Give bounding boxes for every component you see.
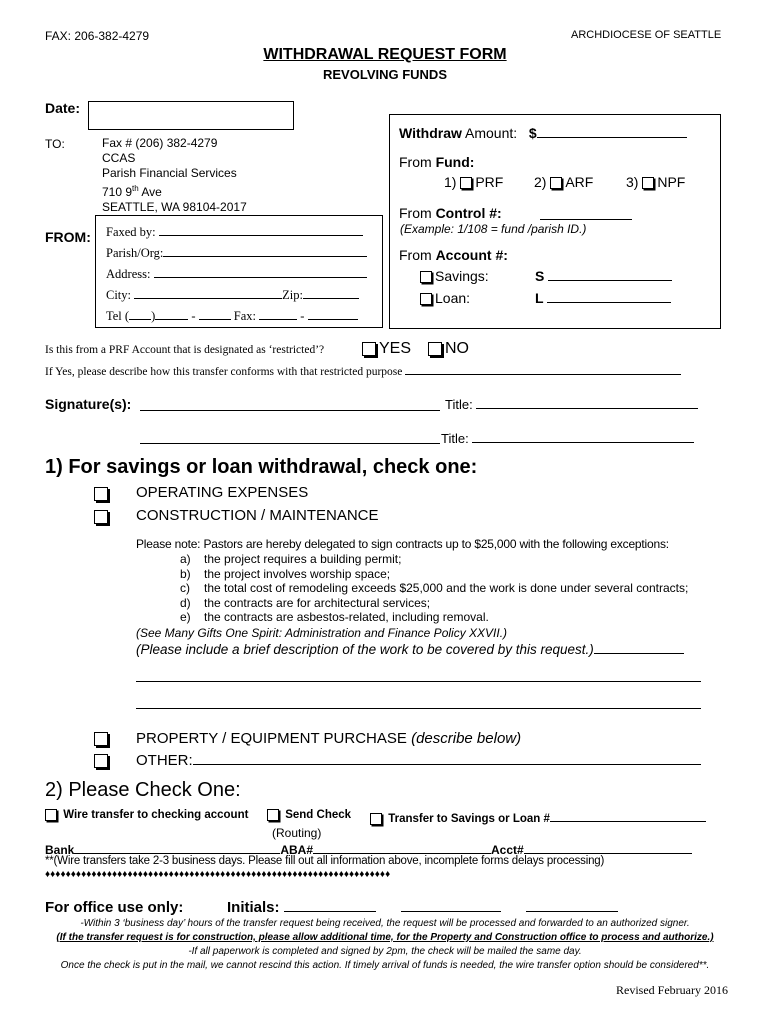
initials-field-1[interactable] — [284, 899, 376, 912]
org-name: ARCHDIOCESE OF SEATTLE — [571, 29, 722, 41]
no-checkbox[interactable] — [428, 342, 442, 356]
construction-checkbox[interactable] — [94, 510, 108, 524]
fax-number: FAX: 206-382-4279 — [45, 29, 150, 43]
property-checkbox[interactable] — [94, 732, 108, 746]
describe-field-2[interactable] — [136, 669, 701, 682]
faxed-by-row: Faxed by: — [106, 223, 363, 240]
address-field[interactable] — [154, 265, 367, 278]
transfer-option: Transfer to Savings or Loan # — [370, 809, 706, 825]
restricted-describe-field[interactable] — [405, 362, 681, 375]
property-label: PROPERTY / EQUIPMENT PURCHASE (describe below) — [136, 730, 522, 747]
loan-checkbox[interactable] — [420, 293, 432, 305]
date-input[interactable] — [88, 101, 294, 130]
city-row: City: Zip: — [106, 286, 359, 303]
wire-note: **(Wire transfers take 2-3 business days. Please fill out all information above, incomplete forms delays processing) — [45, 855, 605, 867]
to-city: SEATTLE, WA 98104-2017 — [102, 200, 247, 214]
title-row-2: Title: — [441, 430, 694, 446]
savings-row: Savings: — [420, 268, 489, 284]
fund-prf: 1) PRF — [444, 174, 504, 190]
account-label: From Account #: — [399, 247, 508, 263]
diamond-divider: ♦♦♦♦♦♦♦♦♦♦♦♦♦♦♦♦♦♦♦♦♦♦♦♦♦♦♦♦♦♦♦♦♦♦♦♦♦♦♦♦♦♦♦♦♦♦♦♦♦♦♦♦♦♦♦♦♦♦♦♦♦♦♦♦♦♦♦ — [45, 869, 391, 880]
wire-checkbox[interactable] — [45, 809, 57, 821]
savings-checkbox[interactable] — [420, 271, 432, 283]
signature-field-2[interactable] — [140, 431, 440, 444]
parish-field[interactable] — [163, 244, 367, 257]
fund-arf: 2) ARF — [534, 174, 594, 190]
tel-area-field[interactable] — [129, 307, 151, 320]
tel-field-2[interactable] — [199, 307, 231, 320]
title-field-2[interactable] — [472, 430, 694, 443]
restricted-yes: YES — [362, 340, 411, 358]
arf-checkbox[interactable] — [550, 177, 562, 189]
operating-label: OPERATING EXPENSES — [136, 484, 309, 501]
npf-checkbox[interactable] — [642, 177, 654, 189]
other-field[interactable] — [193, 752, 701, 765]
title-row-1: Title: — [445, 396, 698, 412]
date-label: Date: — [45, 100, 81, 116]
prf-checkbox[interactable] — [460, 177, 472, 189]
describe-field-1[interactable] — [594, 641, 684, 654]
to-dept: Parish Financial Services — [102, 166, 237, 180]
section1-heading: 1) For savings or loan withdrawal, check one: — [45, 456, 478, 478]
initials-row: Initials: — [227, 899, 618, 916]
fund-label: From Fund: — [399, 154, 475, 170]
revised-date: Revised February 2016 — [616, 983, 728, 997]
send-check-checkbox[interactable] — [267, 809, 279, 821]
send-check-option: Send Check — [267, 809, 351, 821]
transfer-checkbox[interactable] — [370, 813, 382, 825]
from-label: FROM: — [45, 229, 91, 245]
savings-account-field[interactable] — [548, 268, 672, 281]
bank-row: Bank ABA# Acct# — [45, 841, 692, 857]
describe-prompt: (Please include a brief description of the work to be covered by this request.) — [136, 641, 684, 657]
section2-heading: 2) Please Check One: — [45, 779, 241, 801]
fax-field-2[interactable] — [308, 307, 358, 320]
acct-field[interactable] — [524, 841, 692, 854]
parish-row: Parish/Org: — [106, 244, 367, 261]
to-label: TO: — [45, 137, 65, 151]
fax-field[interactable] — [259, 307, 297, 320]
faxed-by-field[interactable] — [159, 223, 363, 236]
tel-row: Tel ( ) - Fax: - — [106, 307, 358, 324]
form-title: WITHDRAWAL REQUEST FORM — [263, 46, 507, 63]
loan-row: Loan: — [420, 290, 470, 306]
office-note-3: -If all paperwork is completed and signed by 2pm, the check will be mailed the same day. — [188, 946, 582, 957]
address-row: Address: — [106, 265, 367, 282]
tel-field[interactable] — [155, 307, 188, 320]
office-use-label: For office use only: — [45, 899, 184, 916]
restricted-describe: If Yes, please describe how this transfer conforms with that restricted purpose — [45, 362, 681, 378]
form-subtitle: REVOLVING FUNDS — [323, 67, 447, 82]
to-street: 710 9th Ave — [102, 184, 162, 199]
routing-label: (Routing) — [272, 826, 322, 840]
policy-ref: (See Many Gifts One Spirit: Administration and Finance Policy XXVII.) — [136, 626, 508, 640]
control-field[interactable] — [540, 207, 632, 220]
exception-e: e) the contracts are asbestos-related, including removal. — [180, 610, 489, 625]
exception-b: b) the project involves worship space; — [180, 566, 391, 581]
restricted-no: NO — [428, 340, 469, 358]
to-address — [102, 136, 247, 215]
aba-field[interactable] — [313, 841, 491, 854]
describe-field-3[interactable] — [136, 696, 701, 709]
other-label: OTHER: — [136, 752, 701, 769]
signature-label: Signature(s): — [45, 396, 132, 412]
control-row: From Control #: — [399, 205, 502, 221]
exception-a: a) the project requires a building permit; — [180, 552, 402, 566]
yes-checkbox[interactable] — [362, 342, 376, 356]
wire-option: Wire transfer to checking account — [45, 809, 248, 821]
control-example: (Example: 1/108 = fund /parish ID.) — [400, 222, 587, 236]
construction-label: CONSTRUCTION / MAINTENANCE — [136, 507, 379, 524]
initials-field-2[interactable] — [401, 899, 501, 912]
exception-d: d) the contracts are for architectural services; — [180, 595, 431, 610]
office-note-2: (If the transfer request is for construction, please allow additional time, for the Property and Construction office to process and authorize.) — [56, 932, 714, 943]
loan-code: L — [535, 290, 671, 306]
zip-field[interactable] — [303, 286, 359, 299]
signature-field-1[interactable] — [140, 398, 440, 411]
restricted-question: Is this from a PRF Account that is designated as ‘restricted’? — [45, 344, 325, 356]
exception-c: c) the total cost of remodeling exceeds $25,000 and the work is done under several contracts; — [180, 581, 689, 596]
office-note-1: -Within 3 ‘business day’ hours of the transfer request being received, the request will be processed and forwarded to an authorized signer. — [80, 918, 690, 929]
to-ccas: CCAS — [102, 151, 136, 165]
office-note-4: Once the check is put in the mail, we cannot rescind this action. If timely arrival of funds is needed, the wire transfer option should be considered**. — [60, 960, 710, 971]
fund-npf: 3) NPF — [626, 174, 686, 190]
loan-account-field[interactable] — [547, 290, 671, 303]
initials-field-3[interactable] — [526, 899, 618, 912]
title-field-1[interactable] — [476, 396, 698, 409]
exceptions-list — [180, 552, 688, 625]
withdraw-amount-row: Withdraw Amount: $ — [399, 125, 687, 141]
city-field[interactable] — [134, 286, 282, 299]
other-checkbox[interactable] — [94, 754, 108, 768]
transfer-account-field[interactable] — [550, 809, 706, 822]
savings-code: S — [535, 268, 672, 284]
to-fax: Fax # (206) 382-4279 — [102, 136, 218, 150]
operating-checkbox[interactable] — [94, 487, 108, 501]
withdraw-amount-field[interactable] — [537, 125, 687, 138]
pastor-note: Please note: Pastors are hereby delegated to sign contracts up to $25,000 with the following exceptions: — [136, 537, 669, 551]
bank-field[interactable] — [74, 841, 280, 854]
